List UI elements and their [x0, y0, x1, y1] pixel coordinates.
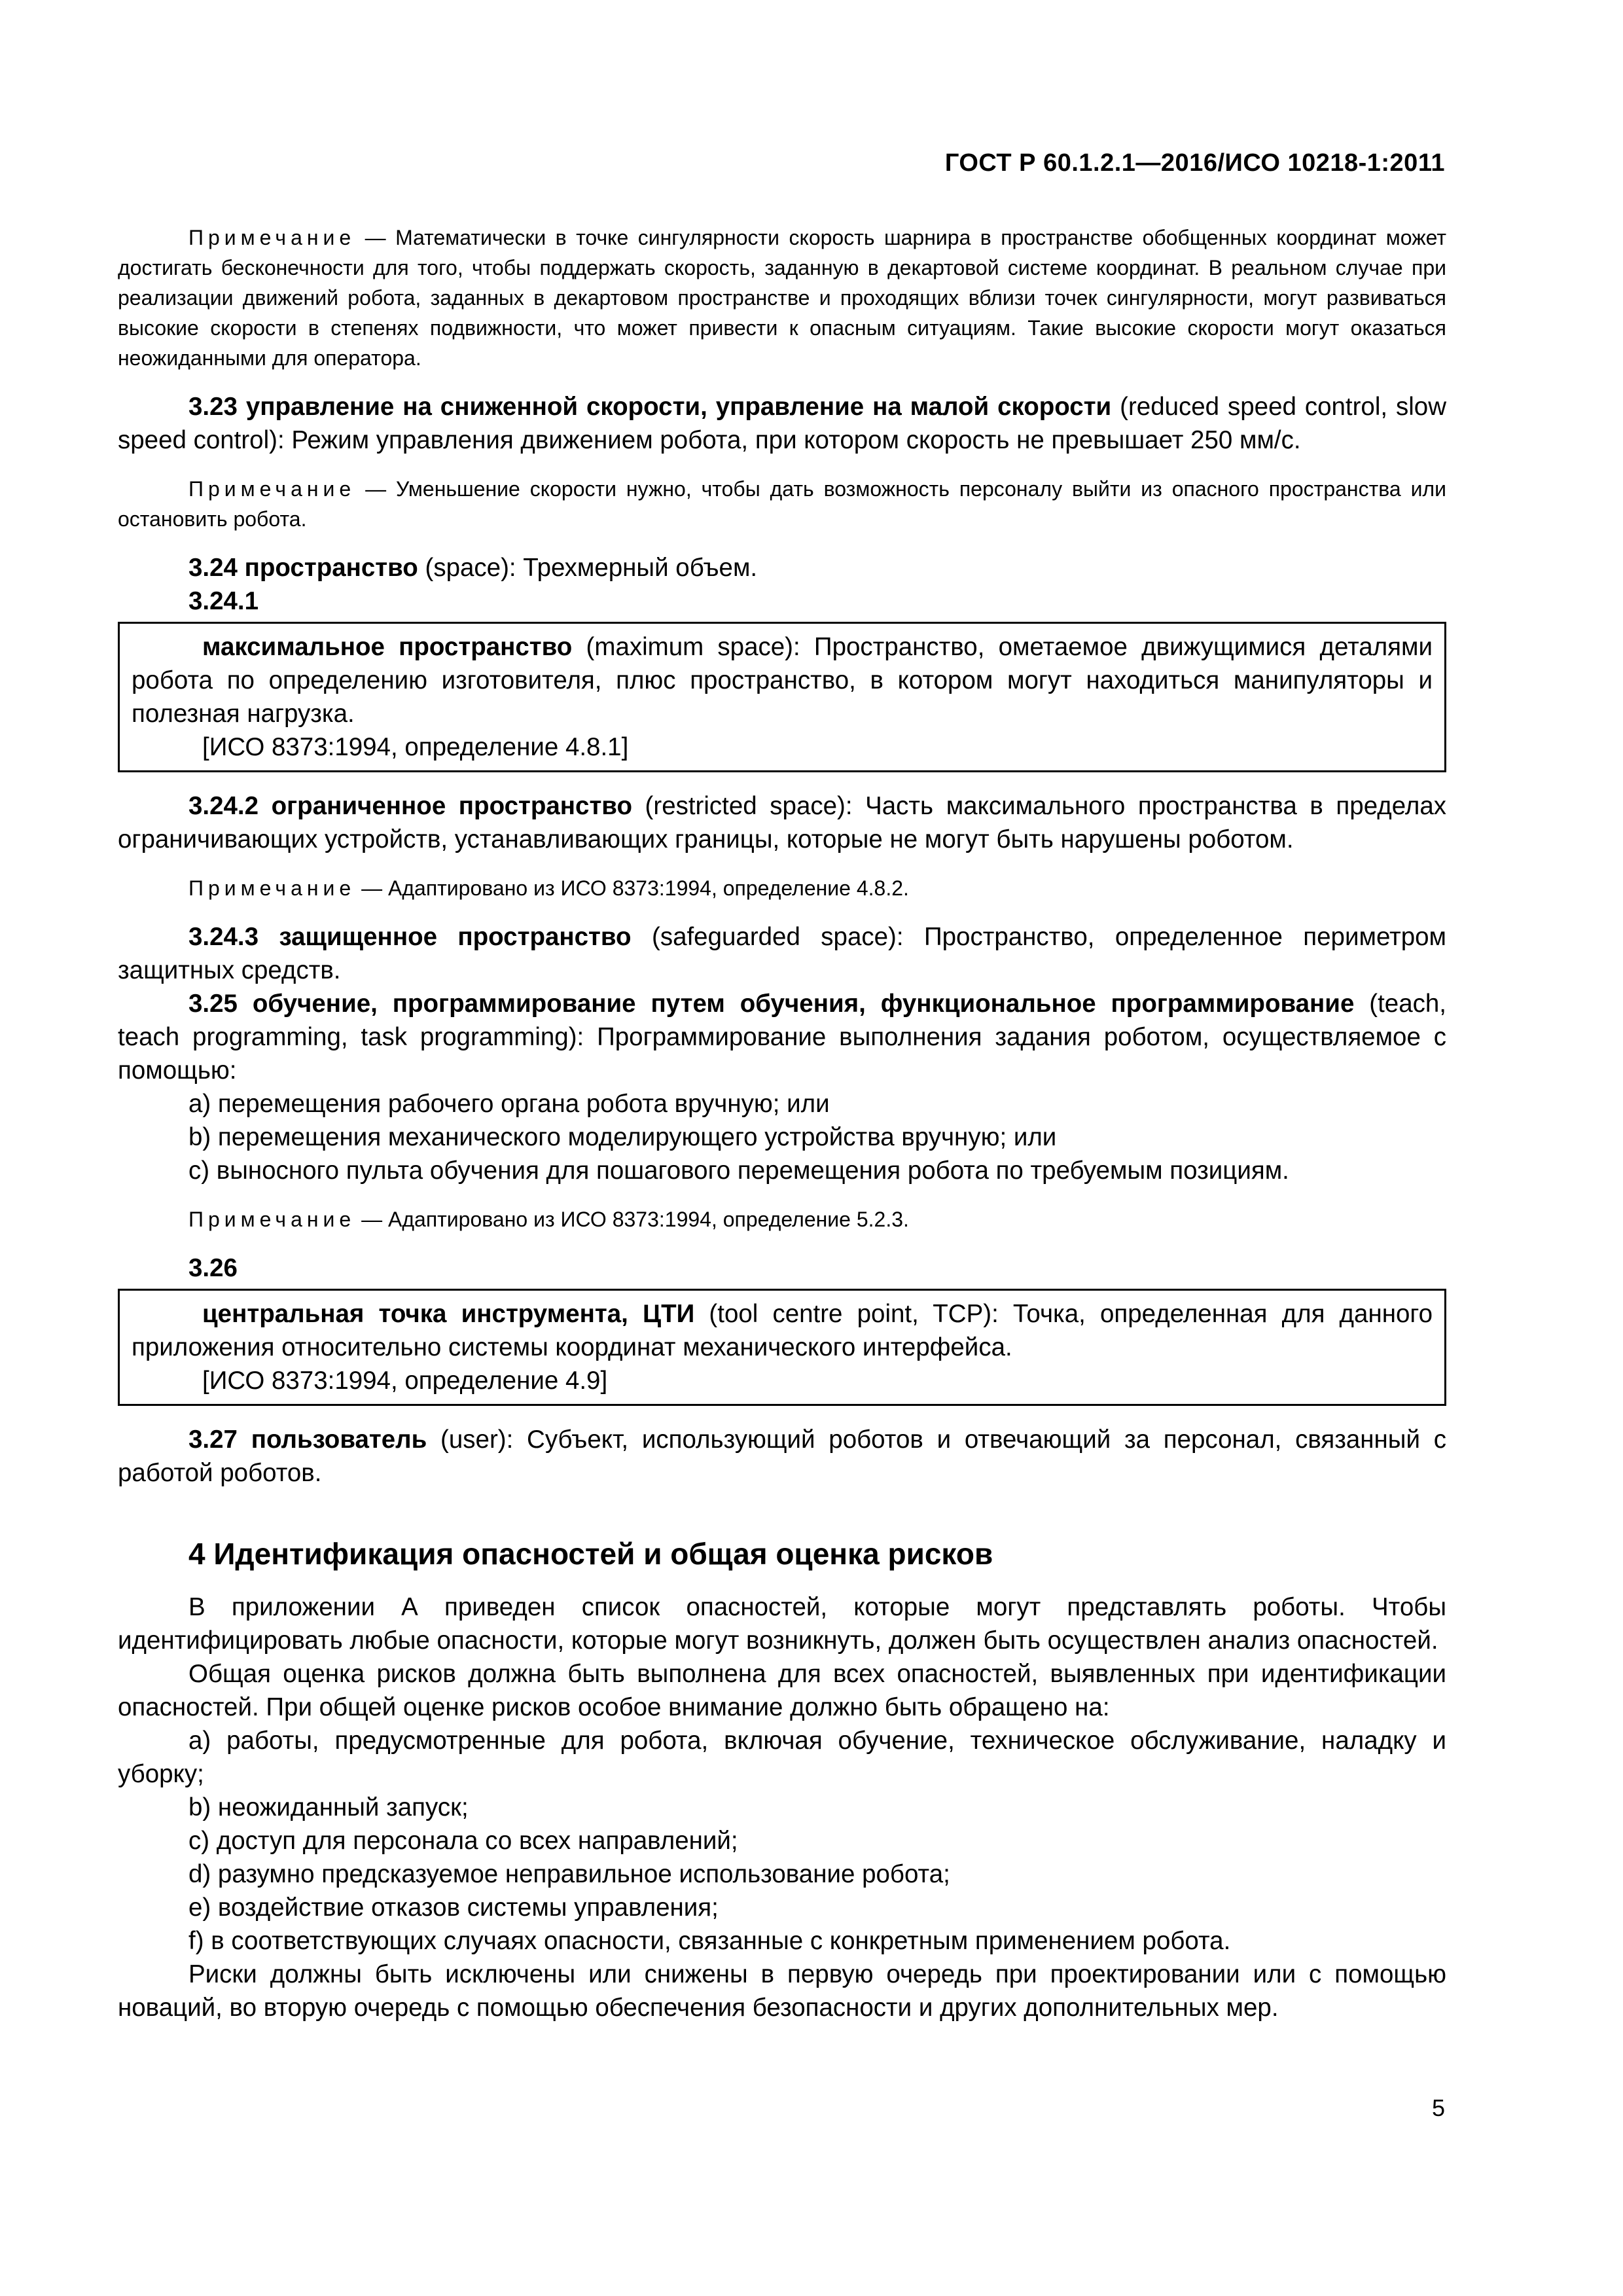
- definition-text: (maximum space): Пространство, ометаемое движущимися деталями робота по определению изготовителя, плюс пространство, в котором могут находиться манипуляторы и полезная нагрузка.: [132, 633, 1433, 728]
- term: ограниченное пространство: [271, 792, 632, 820]
- term: пользователь: [251, 1426, 427, 1454]
- clause-number: 3.27: [188, 1426, 238, 1454]
- note-label: Примечание: [188, 477, 356, 501]
- framed-definition: [132, 1297, 1433, 1364]
- section-title: 4 Идентификация опасностей и общая оценка рисков: [188, 1537, 993, 1571]
- list-item: e) воздействие отказов системы управления;: [188, 1893, 719, 1922]
- clause-3-24: [118, 551, 1446, 584]
- term: защищенное пространство: [279, 923, 632, 951]
- definition-text: (teach, teach programming, task programming): Программирование выполнения задания роботом, осуществляемое с помощью:: [118, 990, 1446, 1085]
- note-text: — Уменьшение скорости нужно, чтобы дать возможность персоналу выйти из опасного пространства или остановить робота.: [118, 477, 1446, 531]
- list-item: b) перемещения механического моделирующего устройства вручную; или: [188, 1123, 1057, 1151]
- list-item: а) работы, предусмотренные для робота, включая обучение, техническое обслуживание, наладку и уборку;: [118, 1727, 1446, 1788]
- list-item: d) разумно предсказуемое неправильное использование робота;: [188, 1860, 950, 1888]
- clause-number: 3.26: [188, 1254, 238, 1282]
- list-item: c) доступ для персонала со всех направлений;: [188, 1827, 738, 1855]
- definition-text: (reduced speed control, slow speed control): Режим управления движением робота, при котором скорость не превышает 250 мм/с.: [118, 393, 1447, 454]
- note-reduced-speed: [118, 474, 1446, 534]
- note-singularity: [118, 223, 1446, 373]
- term: максимальное пространство: [202, 633, 573, 661]
- definition-text: (space): Трехмерный объем.: [418, 554, 758, 582]
- list-item: а) перемещения рабочего органа робота вручную; или: [188, 1090, 830, 1118]
- section-paragraph: В приложении А приведен список опасностей, которые могут представлять роботы. Чтобы идентифицировать любые опасности, которые могут возникнуть, должен быть осуществлен анализ опасностей.: [118, 1593, 1446, 1655]
- page-number: 5: [1431, 2094, 1445, 2121]
- note-label: Примечание: [188, 1208, 356, 1231]
- source-reference: [ИСО 8373:1994, определение 4.8.1]: [202, 733, 629, 761]
- framed-definition: [132, 630, 1433, 730]
- clause-3-24-2: [118, 789, 1446, 856]
- note-text: — Математически в точке сингулярности скорость шарнира в пространстве обобщенных координат может достигать бесконечности для того, чтобы поддержать скорость, заданную в декартовой системе координат. В реальном случае при реализации движений робота, заданных в декартовом пространстве и проходящих вблизи точек сингулярности, могут развиваться высокие скорости в степенях подвижности, что может привести к опасным ситуациям. Такие высокие скорости могут оказаться неожиданными для оператора.: [118, 226, 1446, 370]
- definition-text: (tool centre point, TCP): Точка, определенная для данного приложения относительно системы координат механического интерфейса.: [132, 1300, 1433, 1361]
- note-restricted-space: [118, 873, 1446, 903]
- definition-text: (safeguarded space): Пространство, определенное периметром защитных средств.: [118, 923, 1447, 984]
- term: центральная точка инструмента, ЦТИ: [202, 1300, 695, 1328]
- list-item: c) выносного пульта обучения для пошагового перемещения робота по требуемым позициям.: [188, 1157, 1289, 1185]
- clause-3-24-3: [118, 920, 1446, 987]
- source-reference: [ИСО 8373:1994, определение 4.9]: [202, 1367, 608, 1395]
- term: управление на сниженной скорости, управление на малой скорости: [245, 393, 1112, 421]
- list-item: b) неожиданный запуск;: [188, 1793, 469, 1821]
- clause-3-27: [118, 1423, 1446, 1490]
- clause-3-25: [118, 987, 1446, 1087]
- term: пространство: [244, 554, 418, 582]
- term: обучение, программирование путем обучения, функциональное программирование: [252, 990, 1355, 1018]
- section-paragraph: Риски должны быть исключены или снижены в первую очередь при проектировании или с помощью новаций, во вторую очередь с помощью обеспечения безопасности и других дополнительных мер.: [118, 1960, 1446, 2022]
- clause-3-23: [118, 390, 1446, 457]
- note-label: Примечание: [188, 226, 356, 249]
- clause-3-24-1-number: [118, 584, 1446, 618]
- definition-text: (restricted space): Часть максимального пространства в пределах ограничивающих устройств, устанавливающих границы, которые не могут быть нарушены роботом.: [118, 792, 1446, 853]
- page-content: [118, 223, 1446, 2024]
- clause-number: 3.23: [188, 393, 238, 421]
- definition-text: (user): Субъект, использующий роботов и отвечающий за персонал, связанный с работой роботов.: [118, 1426, 1446, 1487]
- clause-number: 3.24.1: [188, 587, 259, 615]
- clause-number: 3.24.2: [188, 792, 259, 820]
- note-text: — Адаптировано из ИСО 8373:1994, определение 4.8.2.: [355, 876, 909, 900]
- section-paragraph: Общая оценка рисков должна быть выполнена для всех опасностей, выявленных при идентификации опасностей. При общей оценке рисков особое внимание должно быть обращено на:: [118, 1660, 1446, 1721]
- list-item: f) в соответствующих случаях опасности, связанные с конкретным применением робота.: [188, 1927, 1231, 1955]
- note-teach: [118, 1204, 1446, 1234]
- clause-3-26-number: [118, 1251, 1446, 1285]
- clause-number: 3.25: [188, 990, 238, 1018]
- clause-number: 3.24.3: [188, 923, 259, 951]
- note-text: — Адаптировано из ИСО 8373:1994, определение 5.2.3.: [355, 1208, 909, 1231]
- note-label: Примечание: [188, 876, 356, 900]
- definition-frame-3-24-1: [118, 622, 1446, 772]
- document-header: ГОСТ Р 60.1.2.1—2016/ИСО 10218-1:2011: [944, 149, 1445, 177]
- definition-frame-3-26: [118, 1289, 1446, 1406]
- clause-number: 3.24: [188, 554, 238, 582]
